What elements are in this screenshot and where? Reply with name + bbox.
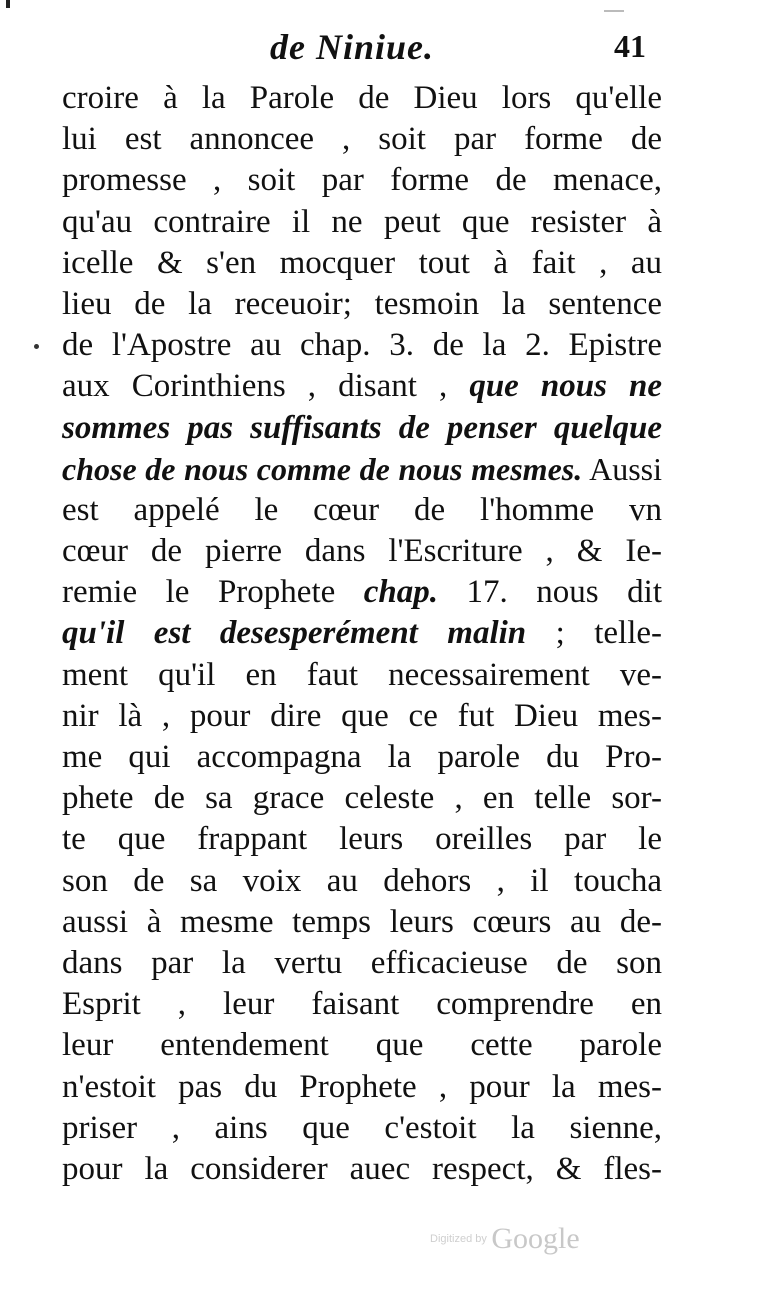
digitized-by-label: Digitized by <box>430 1233 487 1245</box>
page-number: 41 <box>614 28 646 64</box>
body-text <box>62 78 662 1190</box>
text-line <box>62 243 662 284</box>
text-segment: leur entendement que cette parole <box>62 1027 662 1064</box>
text-segment: Aussi <box>582 450 663 487</box>
italic-text-segment: qu'il est desesperément malin <box>62 615 527 652</box>
text-line <box>62 1067 662 1108</box>
running-head: de Niniue. <box>270 27 435 67</box>
text-segment: lieu de la receuoir; tesmoin la sentence <box>62 285 662 322</box>
text-line <box>62 696 662 737</box>
text-segment: qu'au contraire il ne peut que resister à <box>62 203 662 240</box>
text-segment: nir là , pour dire que ce fut Dieu mes- <box>62 697 662 734</box>
text-line <box>62 613 662 654</box>
scan-mark <box>6 0 10 8</box>
text-segment: aussi à mesme temps leurs cœurs au de- <box>62 903 662 940</box>
text-line <box>62 160 662 201</box>
text-segment: lui est annoncee , soit par forme de <box>62 121 662 158</box>
text-line <box>62 861 662 902</box>
text-line <box>62 655 662 696</box>
text-line <box>62 737 662 778</box>
text-segment: de l'Apostre au chap. 3. de la 2. Epistre <box>62 327 662 364</box>
text-segment: te que frappant leurs oreilles par le <box>62 821 662 858</box>
text-segment: aux Corinthiens , disant , <box>62 368 470 405</box>
italic-text-segment: que nous ne <box>469 368 662 405</box>
text-segment: cœur de pierre dans l'Escriture , & Ie- <box>62 533 662 570</box>
text-line <box>62 1025 662 1066</box>
text-segment: Esprit , leur faisant comprendre en <box>62 986 662 1023</box>
digitized-watermark <box>430 1222 580 1256</box>
text-segment: promesse , soit par forme de menace, <box>62 162 662 199</box>
text-segment: icelle & s'en mocquer tout à fait , au <box>62 244 662 281</box>
text-line <box>62 202 662 243</box>
italic-text-segment: sommes pas suffisants de penser quelque <box>62 409 662 446</box>
text-segment: pour la considerer auec respect, & fles- <box>62 1150 662 1187</box>
text-line <box>62 1149 662 1190</box>
text-line <box>62 1108 662 1149</box>
text-line <box>62 366 662 407</box>
text-line <box>62 531 662 572</box>
text-segment: n'estoit pas du Prophete , pour la mes- <box>62 1068 662 1105</box>
italic-text-segment: chose de nous comme de nous mesmes. <box>62 450 583 487</box>
text-segment: phete de sa grace celeste , en telle sor- <box>62 780 662 817</box>
text-line <box>62 819 662 860</box>
text-line <box>62 449 662 490</box>
text-segment: ment qu'il en faut necessairement ve- <box>62 656 662 693</box>
text-segment: remie le Prophete <box>62 574 364 611</box>
italic-text-segment: chap. <box>363 574 439 611</box>
text-segment: priser , ains que c'estoit la sienne, <box>62 1109 662 1146</box>
text-line <box>62 984 662 1025</box>
text-segment: dans par la vertu efficacieuse de son <box>62 944 662 981</box>
google-logo-text: Google <box>491 1222 580 1255</box>
text-segment: croire à la Parole de Dieu lors qu'elle <box>62 80 662 116</box>
text-line <box>62 490 662 531</box>
text-line <box>62 572 662 613</box>
text-segment: 17. nous dit <box>438 574 662 611</box>
text-line <box>62 78 662 119</box>
text-line <box>62 119 662 160</box>
text-line <box>62 284 662 325</box>
text-segment: est appelé le cœur de l'homme vn <box>62 491 662 528</box>
text-line <box>62 408 662 449</box>
text-segment: ; telle- <box>526 615 662 652</box>
text-line <box>62 778 662 819</box>
text-segment: son de sa voix au dehors , il toucha <box>62 862 662 899</box>
text-segment: me qui accompagna la parole du Pro- <box>62 739 662 775</box>
scan-mark <box>604 10 624 12</box>
text-line <box>62 902 662 943</box>
text-line <box>62 943 662 984</box>
text-line <box>62 325 662 366</box>
margin-dot <box>34 344 39 349</box>
